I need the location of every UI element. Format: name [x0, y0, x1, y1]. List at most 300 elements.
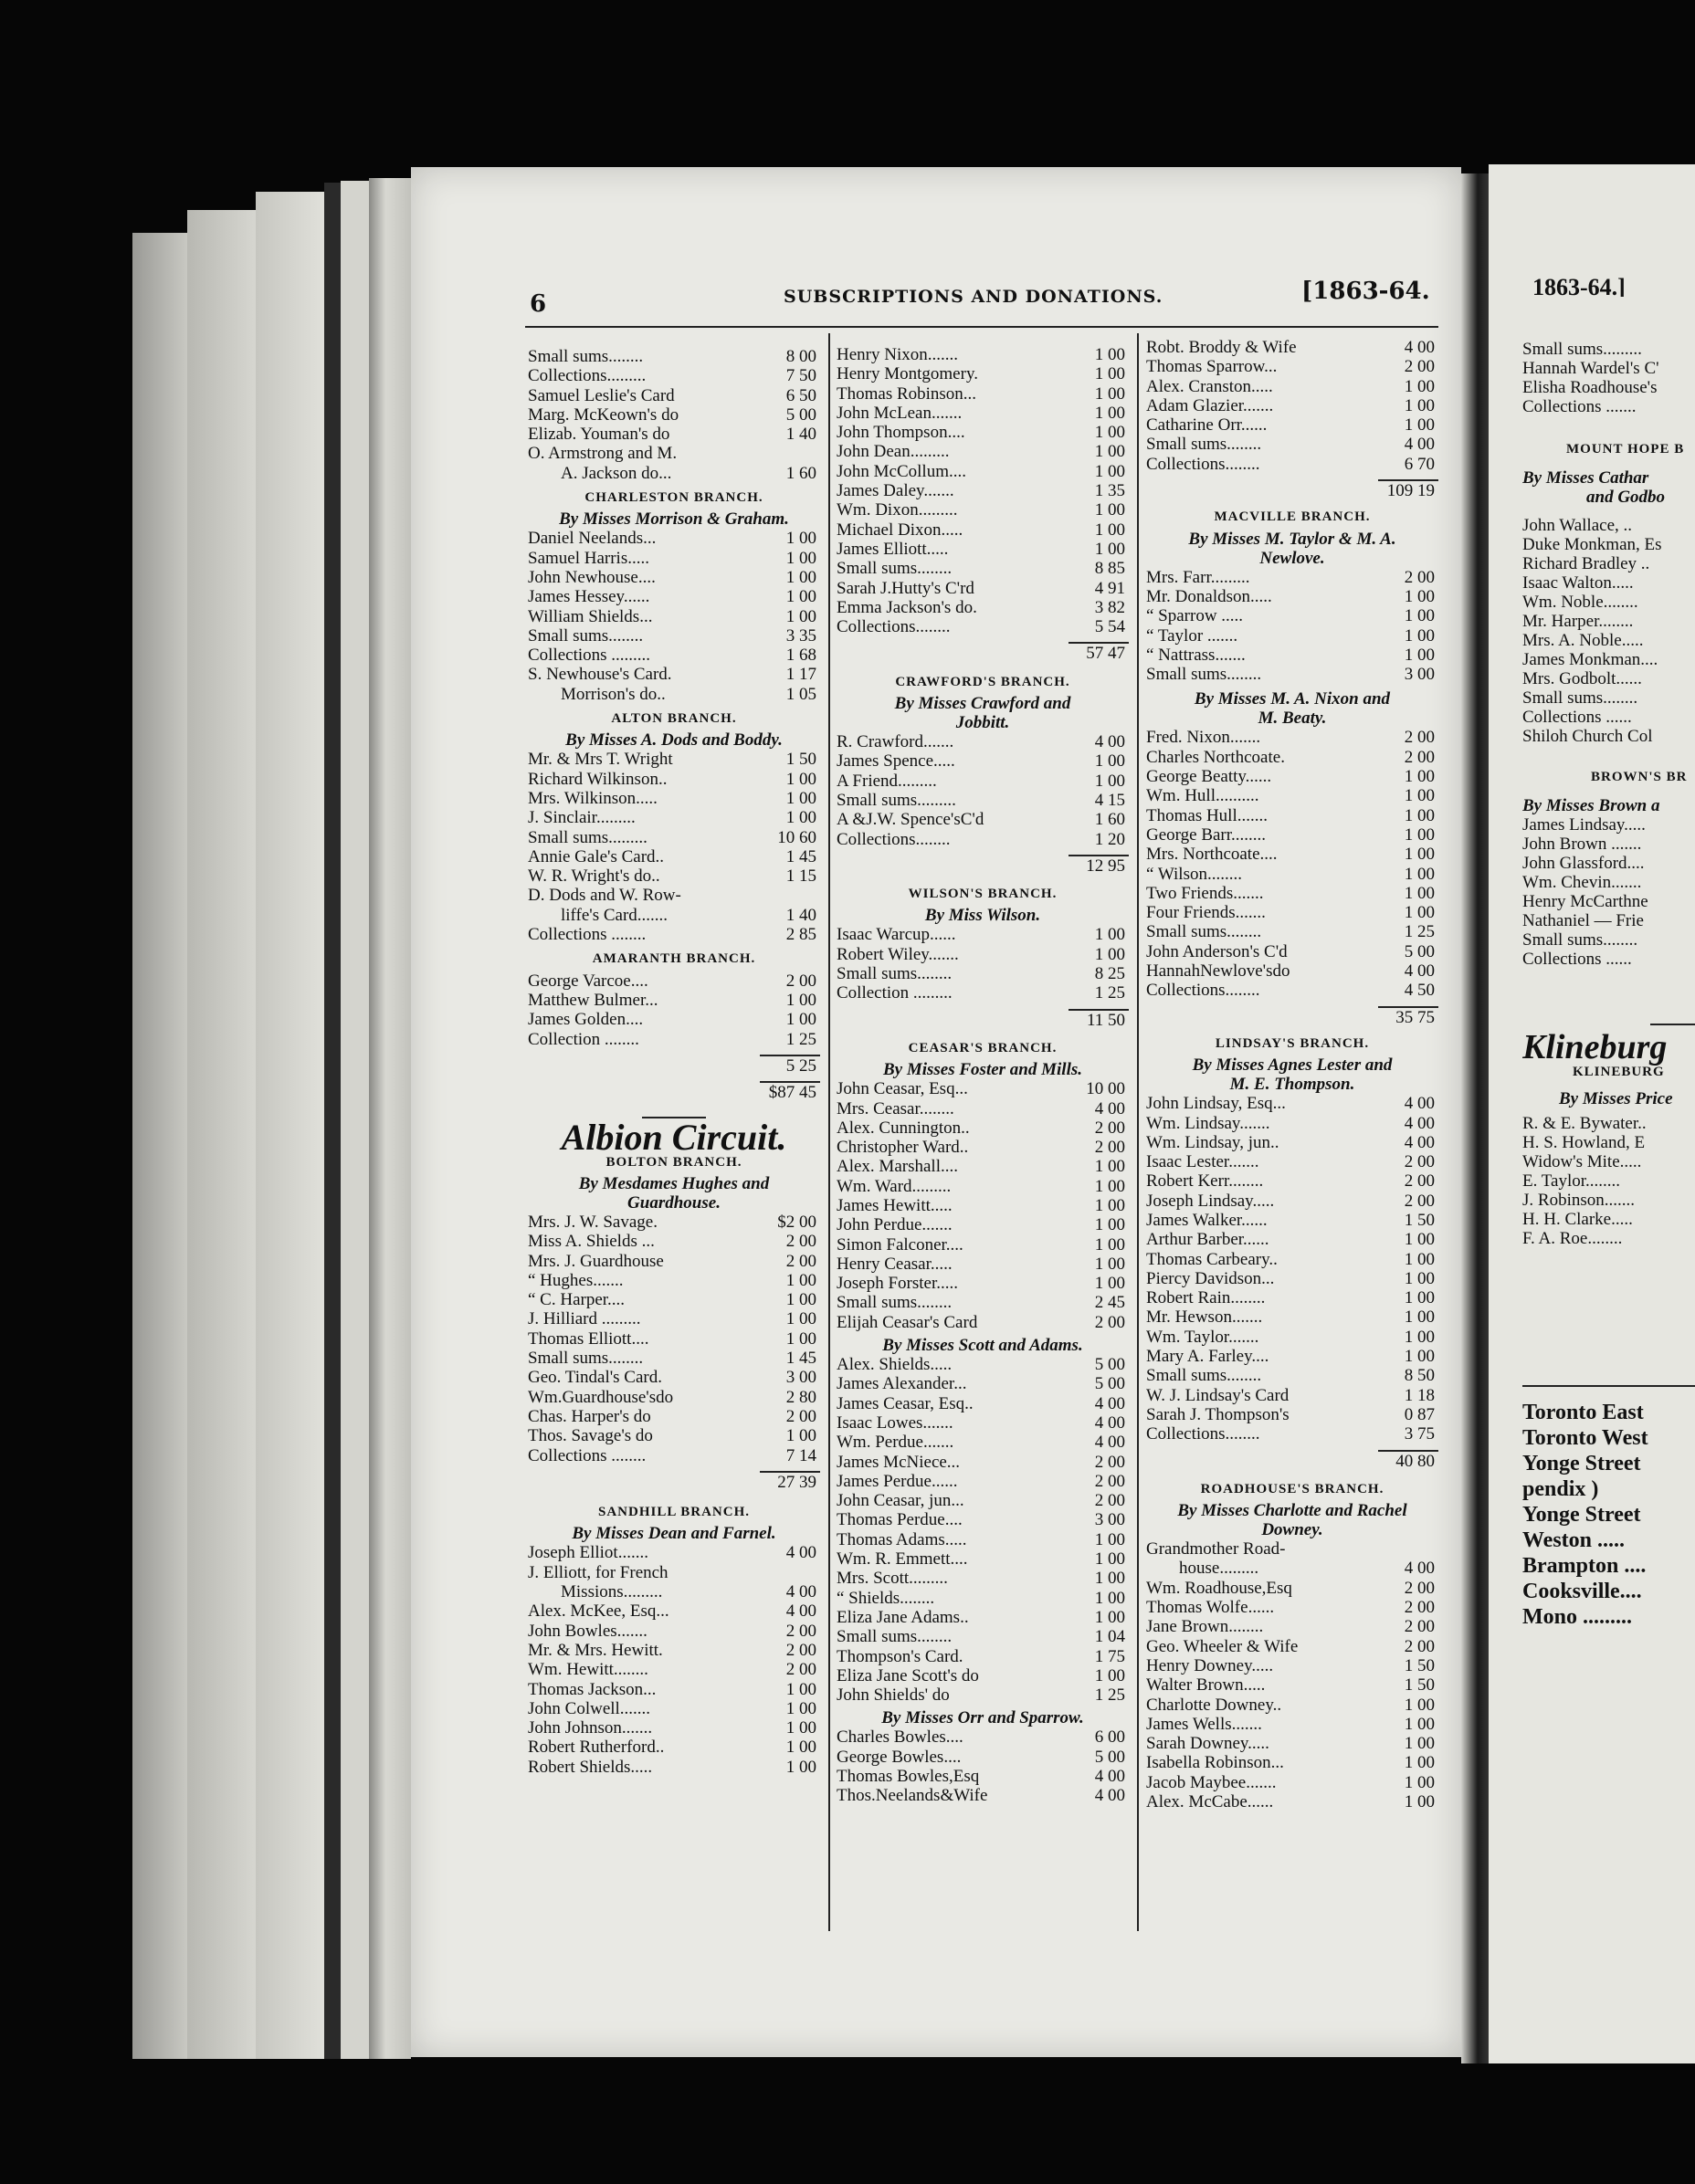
- entry-amount: 1 00: [785, 1328, 816, 1349]
- partial-line: Small sums........: [1522, 688, 1638, 708]
- entry-row: [837, 1608, 1129, 1627]
- entry-row: [837, 732, 1129, 751]
- entry-row: [528, 1680, 820, 1699]
- entry-amount: [1378, 1539, 1438, 1559]
- entry-row: [837, 983, 1129, 1003]
- entry-name: W. J. Lindsay's Card: [1146, 1385, 1290, 1405]
- alton-by: By Misses A. Dods and Boddy.: [565, 730, 783, 751]
- entry-row: [528, 685, 820, 704]
- ceasar-list-2: [837, 1355, 1129, 1705]
- entry-row: [1146, 786, 1438, 805]
- book-edge-left: [132, 233, 187, 2059]
- entry-name: Small sums.........: [837, 790, 956, 810]
- browns-heading: BROWN'S BR: [1591, 770, 1688, 784]
- entry-name: James Ceasar, Esq..: [837, 1393, 974, 1413]
- partial-line: Wm. Noble........: [1522, 593, 1638, 612]
- entry-name: William Shields...: [528, 606, 653, 626]
- entry-amount: 1 00: [1404, 586, 1435, 606]
- entry-amount: 1 50: [1404, 1210, 1435, 1230]
- partial-line: Duke Monkman, Es: [1522, 535, 1662, 554]
- entry-amount: 1 00: [1094, 1195, 1125, 1215]
- entry-amount: 10 00: [1086, 1079, 1125, 1099]
- entry-row: [528, 405, 820, 425]
- entry-amount: 1 00: [1094, 1665, 1125, 1685]
- entry-row: [837, 1138, 1129, 1157]
- entry-amount: 1 50: [1404, 1675, 1435, 1696]
- entry-name: Isaac Warcup......: [837, 925, 956, 945]
- partial-line: James Monkman....: [1522, 650, 1658, 669]
- entry-name: Mary A. Farley....: [1146, 1347, 1269, 1367]
- entry-name: Collections........: [1146, 1424, 1260, 1444]
- macville-by-4: M. Beaty.: [1258, 709, 1327, 729]
- entry-name: Small sums.........: [528, 827, 647, 847]
- entry-row: [528, 1010, 820, 1029]
- partial-line: James Lindsay.....: [1522, 815, 1646, 835]
- entry-amount: 2 00: [785, 971, 816, 991]
- entry-name: Two Friends.......: [1146, 883, 1264, 903]
- entry-name: Walter Brown.....: [1146, 1675, 1266, 1696]
- entry-amount: 1 00: [785, 1270, 816, 1290]
- lindsay-by-1: By Misses Agnes Lester and: [1192, 1055, 1393, 1076]
- entry-name: Small sums........: [528, 1349, 644, 1369]
- entry-row: [1146, 1773, 1438, 1792]
- entry-amount: 1 00: [1094, 539, 1125, 559]
- entry-amount: 2 00: [1404, 728, 1435, 748]
- entry-row: [528, 444, 820, 463]
- entry-amount: 1 00: [1404, 786, 1435, 806]
- entry-row: [1146, 767, 1438, 786]
- entry-name: Piercy Davidson...: [1146, 1268, 1275, 1288]
- entry-name: Mr. Donaldson.....: [1146, 586, 1272, 606]
- entry-amount: 6 70: [1404, 454, 1435, 474]
- klineburg-list: [1522, 1114, 1695, 1248]
- entry-amount: 4 00: [1094, 1786, 1125, 1806]
- entry-name: HannahNewlove'sdo: [1146, 961, 1290, 982]
- entry-amount: 4 00: [785, 1543, 816, 1563]
- entry-name: Sarah J. Thompson's: [1146, 1404, 1290, 1424]
- partial-line: Mrs. A. Noble.....: [1522, 631, 1644, 650]
- entry-amount: 1 00: [1404, 1714, 1435, 1734]
- partial-line: Widow's Mite.....: [1522, 1152, 1642, 1171]
- partial-line: Mono .........: [1522, 1605, 1632, 1629]
- entry-amount: 2 00: [1404, 1578, 1435, 1598]
- entry-row: [1146, 626, 1438, 646]
- entry-amount: 1 45: [785, 1349, 816, 1369]
- entry-amount: 1 00: [1094, 442, 1125, 462]
- entry-amount: 6 00: [1094, 1727, 1125, 1748]
- entry-row: [1146, 1269, 1438, 1288]
- entry-row: [1146, 606, 1438, 625]
- entry-name: house.........: [1179, 1559, 1259, 1579]
- entry-amount: 1 00: [785, 606, 816, 626]
- entry-name: Wm. Hull..........: [1146, 786, 1259, 806]
- entry-amount: 1 04: [1094, 1627, 1125, 1647]
- entry-amount: 1 00: [1094, 944, 1125, 964]
- entry-name: Alex. McCabe......: [1146, 1792, 1274, 1811]
- entry-row: [837, 384, 1129, 404]
- entry-row: [837, 1215, 1129, 1234]
- entry-name: Arthur Barber......: [1146, 1230, 1269, 1250]
- entry-name: Small sums........: [837, 964, 953, 984]
- entry-amount: 1 00: [1094, 1529, 1125, 1549]
- entry-amount: 1 00: [1094, 1607, 1125, 1627]
- entry-name: James Hessey......: [528, 587, 650, 607]
- entry-amount: 4 00: [1404, 1132, 1435, 1152]
- entry-amount: 1 60: [1094, 810, 1125, 830]
- entry-name: Sarah J.Hutty's C'rd: [837, 578, 974, 598]
- entry-name: James Walker......: [1146, 1210, 1268, 1230]
- entry-name: Charles Bowles....: [837, 1727, 963, 1748]
- entry-row: [837, 1510, 1129, 1529]
- entry-amount: 7 14: [785, 1445, 816, 1465]
- entry-amount: 2 00: [1094, 1491, 1125, 1511]
- entry-name: Mrs. Farr.........: [1146, 567, 1250, 587]
- partial-line: Elisha Roadhouse's: [1522, 378, 1658, 397]
- partial-line: Collections ......: [1522, 708, 1632, 727]
- entry-name: Elizab. Youman's do: [528, 425, 670, 445]
- entry-amount: 5 54: [1094, 617, 1125, 637]
- entry-name: John Bowles.......: [528, 1621, 647, 1641]
- entry-amount: 2 00: [1094, 1452, 1125, 1472]
- partial-line: J. Robinson.......: [1522, 1191, 1635, 1210]
- entry-row: [528, 1641, 820, 1660]
- entry-amount: 1 00: [1404, 1792, 1435, 1811]
- entry-amount: 4 00: [1404, 1559, 1435, 1579]
- page-gutter: [1461, 173, 1489, 2063]
- entry-amount: 1 25: [1404, 922, 1435, 942]
- entry-amount: 5 00: [1094, 1355, 1125, 1375]
- entry-amount: 1 25: [785, 1029, 816, 1049]
- entry-name: R. Crawford.......: [837, 732, 954, 752]
- entry-name: Small sums........: [837, 559, 953, 579]
- entry-amount: 1 00: [1094, 383, 1125, 404]
- entry-row: [528, 991, 820, 1010]
- entry-amount: 1 60: [785, 463, 816, 483]
- entry-amount: 1 35: [1094, 481, 1125, 501]
- entry-amount: 1 00: [785, 548, 816, 568]
- entry-name: James Wells.......: [1146, 1714, 1262, 1734]
- entry-amount: [760, 1563, 820, 1582]
- entry-amount: 1 00: [1404, 864, 1435, 884]
- partial-line: Shiloh Church Col: [1522, 727, 1653, 746]
- entry-amount: 1 40: [785, 425, 816, 445]
- col3-top-total: 109 19: [1146, 479, 1438, 500]
- entry-name: Robert Kerr........: [1146, 1171, 1264, 1192]
- entry-name: Thompson's Card.: [837, 1646, 963, 1666]
- macville-list-2: [1146, 728, 1438, 1000]
- entry-row: [837, 364, 1129, 383]
- entry-amount: 1 00: [1094, 771, 1125, 791]
- entry-row: [1146, 1696, 1438, 1715]
- entry-amount: 1 45: [785, 846, 816, 866]
- entry-amount: 4 00: [1404, 1113, 1435, 1133]
- entry-name: Jane Brown........: [1146, 1617, 1264, 1637]
- entry-name: “ Sparrow .....: [1146, 606, 1244, 626]
- entry-name: Small sums........: [528, 625, 644, 646]
- entry-row: [837, 1118, 1129, 1138]
- right-bottom-rule: [1522, 1385, 1695, 1387]
- entry-name: Eliza Jane Scott's do: [837, 1665, 979, 1685]
- entry-name: J. Sinclair.........: [528, 808, 636, 828]
- entry-name: Joseph Lindsay.....: [1146, 1191, 1275, 1211]
- entry-amount: 1 00: [785, 788, 816, 808]
- entry-amount: 8 25: [1094, 964, 1125, 984]
- entry-name: Chas. Harper's do: [528, 1406, 651, 1426]
- entry-row: [1146, 435, 1438, 454]
- entry-amount: 1 00: [1404, 883, 1435, 903]
- entry-amount: 2 00: [1404, 1598, 1435, 1618]
- entry-amount: 1 00: [1094, 461, 1125, 481]
- entry-amount: 0 87: [1404, 1404, 1435, 1424]
- entry-amount: 8 85: [1094, 559, 1125, 579]
- partial-line: John Glassford....: [1522, 854, 1645, 873]
- ceasar-list-3: [837, 1727, 1129, 1805]
- partial-line: Hannah Wardel's C': [1522, 359, 1659, 378]
- entry-name: Henry Ceasar.....: [837, 1254, 953, 1274]
- entry-row: [528, 1582, 820, 1601]
- entry-row: [1146, 981, 1438, 1000]
- entry-row: [1146, 1617, 1438, 1636]
- entry-row: [1146, 1288, 1438, 1307]
- entry-row: [528, 1543, 820, 1562]
- entry-name: John Colwell.......: [528, 1698, 651, 1718]
- entry-name: Mrs. J. Guardhouse: [528, 1251, 664, 1271]
- entry-row: [837, 1491, 1129, 1510]
- entry-row: [1146, 942, 1438, 961]
- entry-row: [837, 751, 1129, 771]
- entry-amount: 1 00: [1094, 751, 1125, 772]
- ceasar-by-1: By Misses Foster and Mills.: [882, 1060, 1082, 1080]
- entry-name: Collections ........: [528, 1445, 647, 1465]
- entry-row: [1146, 357, 1438, 376]
- entry-row: [837, 1235, 1129, 1255]
- partial-line: Cooksville....: [1522, 1580, 1642, 1603]
- entry-row: [837, 598, 1129, 617]
- entry-amount: 1 00: [1404, 1268, 1435, 1288]
- entry-name: James McNiece...: [837, 1452, 961, 1472]
- entry-row: [528, 1290, 820, 1309]
- entry-amount: 5 00: [1094, 1374, 1125, 1394]
- entry-row: [1146, 1424, 1438, 1444]
- entry-amount: 4 00: [785, 1601, 816, 1622]
- entry-row: [1146, 845, 1438, 864]
- entry-amount: 1 00: [1404, 1695, 1435, 1715]
- roadhouse-by-2: Downey.: [1261, 1520, 1323, 1540]
- entry-amount: 6 50: [785, 385, 816, 405]
- entry-name: Wm.Guardhouse'sdo: [528, 1387, 674, 1407]
- entry-row: [837, 1274, 1129, 1293]
- ceasar-by-2: By Misses Scott and Adams.: [882, 1336, 1083, 1356]
- entry-row: [837, 1433, 1129, 1452]
- roadhouse-by-1: By Misses Charlotte and Rachel: [1177, 1501, 1407, 1521]
- amaranth-list: [528, 971, 820, 1049]
- entry-row: [528, 1758, 820, 1777]
- entry-name: John Ceasar, Esq...: [837, 1079, 968, 1099]
- entry-row: [528, 1329, 820, 1349]
- entry-amount: 1 00: [1094, 1215, 1125, 1235]
- entry-amount: 1 00: [1094, 1274, 1125, 1294]
- entry-row: [837, 1666, 1129, 1685]
- entry-amount: 1 00: [785, 769, 816, 789]
- entry-amount: 2 00: [1404, 567, 1435, 587]
- entry-row: [1146, 1792, 1438, 1811]
- entry-name: George Varcoe....: [528, 971, 648, 991]
- entry-row: [837, 462, 1129, 481]
- entry-row: [1146, 665, 1438, 684]
- entry-row: [1146, 1366, 1438, 1385]
- macville-by-2: Newlove.: [1259, 548, 1325, 568]
- entry-row: [528, 1738, 820, 1757]
- entry-row: [528, 347, 820, 366]
- charleston-list: [528, 529, 820, 704]
- lindsay-by-2: M. E. Thompson.: [1229, 1075, 1355, 1095]
- entry-row: [1146, 455, 1438, 474]
- amaranth-heading: AMARANTH BRANCH.: [592, 951, 756, 967]
- entry-row: [1146, 1171, 1438, 1191]
- entry-row: [1146, 806, 1438, 825]
- entry-name: Collections........: [1146, 981, 1260, 1001]
- entry-amount: 1 00: [785, 990, 816, 1010]
- entry-name: John Anderson's C'd: [1146, 941, 1288, 961]
- entry-amount: 1 00: [1404, 1753, 1435, 1773]
- entry-amount: 2 00: [785, 1406, 816, 1426]
- entry-name: George Bowles....: [837, 1747, 962, 1767]
- entry-amount: [760, 444, 820, 463]
- entry-name: Small sums........: [1146, 435, 1262, 455]
- entry-name: John Johnson.......: [528, 1718, 653, 1738]
- entry-name: Mrs. Ceasar........: [837, 1098, 954, 1118]
- entry-name: Small sums........: [1146, 1366, 1262, 1386]
- entry-row: [837, 810, 1129, 829]
- entry-amount: 1 00: [1404, 1288, 1435, 1308]
- entry-amount: 1 00: [1404, 1327, 1435, 1347]
- entry-amount: 1 20: [1094, 829, 1125, 849]
- right-page-year: 1863-64.]: [1532, 278, 1626, 297]
- entry-name: Robert Rutherford..: [528, 1738, 665, 1758]
- entry-name: Geo. Wheeler & Wife: [1146, 1636, 1299, 1656]
- entry-amount: 4 00: [1094, 1433, 1125, 1453]
- entry-name: Mrs. J. W. Savage.: [528, 1212, 658, 1232]
- wilson-by: By Miss Wilson.: [924, 906, 1041, 926]
- entry-row: [528, 1213, 820, 1232]
- entry-name: Isaac Lester.......: [1146, 1152, 1259, 1172]
- entry-row: [528, 925, 820, 944]
- entry-row: [528, 1622, 820, 1641]
- entry-name: Wm. Perdue.......: [837, 1433, 954, 1453]
- entry-row: [528, 386, 820, 405]
- entry-name: Thomas Wolfe......: [1146, 1598, 1275, 1618]
- entry-row: [528, 1368, 820, 1387]
- entry-row: [1146, 646, 1438, 665]
- entry-amount: [760, 886, 820, 905]
- entry-amount: $2 00: [777, 1212, 816, 1232]
- entry-row: [528, 886, 820, 905]
- entry-name: Annie Gale's Card..: [528, 846, 665, 866]
- entry-row: [528, 1232, 820, 1251]
- entry-row: [1146, 1753, 1438, 1772]
- entry-name: Collections........: [1146, 454, 1260, 474]
- entry-row: [528, 568, 820, 587]
- entry-amount: 1 00: [1094, 403, 1125, 423]
- entry-row: [1146, 922, 1438, 941]
- entry-amount: 1 00: [1404, 845, 1435, 865]
- entry-name: Elijah Ceasar's Card: [837, 1312, 978, 1332]
- entry-name: Wm. Ward.........: [837, 1176, 952, 1196]
- wilson-heading: WILSON'S BRANCH.: [908, 887, 1058, 902]
- alton-list: [528, 750, 820, 944]
- entry-amount: 3 75: [1404, 1424, 1435, 1444]
- entry-row: [837, 540, 1129, 559]
- entry-name: Thomas Adams.....: [837, 1529, 967, 1549]
- entry-name: James Hewitt.....: [837, 1195, 953, 1215]
- entry-row: [1146, 1637, 1438, 1656]
- entry-name: Miss A. Shields ...: [528, 1232, 655, 1252]
- entry-name: George Barr........: [1146, 824, 1267, 845]
- entry-name: Matthew Bulmer...: [528, 990, 658, 1010]
- book-spine: [324, 183, 341, 2059]
- bolton-heading: BOLTON BRANCH.: [605, 1154, 742, 1170]
- page-year: [1863-64.: [1301, 278, 1430, 305]
- entry-row: [1146, 1539, 1438, 1559]
- entry-row: [1146, 903, 1438, 922]
- entry-amount: 2 80: [785, 1387, 816, 1407]
- entry-row: [528, 1699, 820, 1718]
- partial-line: H. H. Clarke.....: [1522, 1210, 1633, 1229]
- partial-line: Small sums.........: [1522, 340, 1642, 359]
- entry-row: [528, 425, 820, 444]
- entry-row: [528, 1660, 820, 1679]
- entry-row: [1146, 1386, 1438, 1405]
- entry-amount: 1 00: [1094, 364, 1125, 384]
- entry-row: [1146, 587, 1438, 606]
- entry-row: [837, 481, 1129, 500]
- page-binding: [369, 178, 411, 2059]
- entry-amount: 4 00: [1094, 1393, 1125, 1413]
- entry-name: Wm. R. Emmett....: [837, 1549, 968, 1570]
- roadhouse-list: [1146, 1539, 1438, 1811]
- entry-name: Mrs. Northcoate....: [1146, 845, 1278, 865]
- entry-name: Mrs. Scott.........: [837, 1569, 948, 1589]
- page-total: $87 45: [528, 1081, 820, 1102]
- entry-name: Thomas Jackson...: [528, 1679, 657, 1699]
- entry-row: [1146, 1211, 1438, 1230]
- entry-name: Wm. Hewitt........: [528, 1660, 648, 1680]
- entry-name: Richard Wilkinson..: [528, 769, 668, 789]
- partial-line: Mrs. Godbolt......: [1522, 669, 1642, 688]
- entry-row: [1146, 377, 1438, 396]
- alton-heading: ALTON BRANCH.: [611, 711, 737, 727]
- entry-amount: 4 00: [1404, 1094, 1435, 1114]
- entry-amount: 3 00: [1094, 1510, 1125, 1530]
- entry-row: [837, 1786, 1129, 1805]
- bolton-list: [528, 1213, 820, 1465]
- entry-row: [1146, 728, 1438, 747]
- entry-row: [528, 1252, 820, 1271]
- entry-name: Robt. Broddy & Wife: [1146, 338, 1297, 357]
- entry-row: [528, 366, 820, 385]
- macville-heading: MACVILLE BRANCH.: [1214, 509, 1371, 525]
- entry-row: [528, 1349, 820, 1368]
- bolton-by-2: Guardhouse.: [627, 1192, 721, 1213]
- entry-name: J. Hilliard .........: [528, 1309, 641, 1329]
- entry-name: Thomas Carbeary..: [1146, 1249, 1278, 1269]
- entry-amount: 1 17: [785, 665, 816, 685]
- entry-row: [1146, 1734, 1438, 1753]
- entry-row: [528, 750, 820, 769]
- entry-name: John Dean.........: [837, 442, 950, 462]
- entry-name: John Thompson....: [837, 423, 965, 443]
- browns-list: [1522, 815, 1695, 969]
